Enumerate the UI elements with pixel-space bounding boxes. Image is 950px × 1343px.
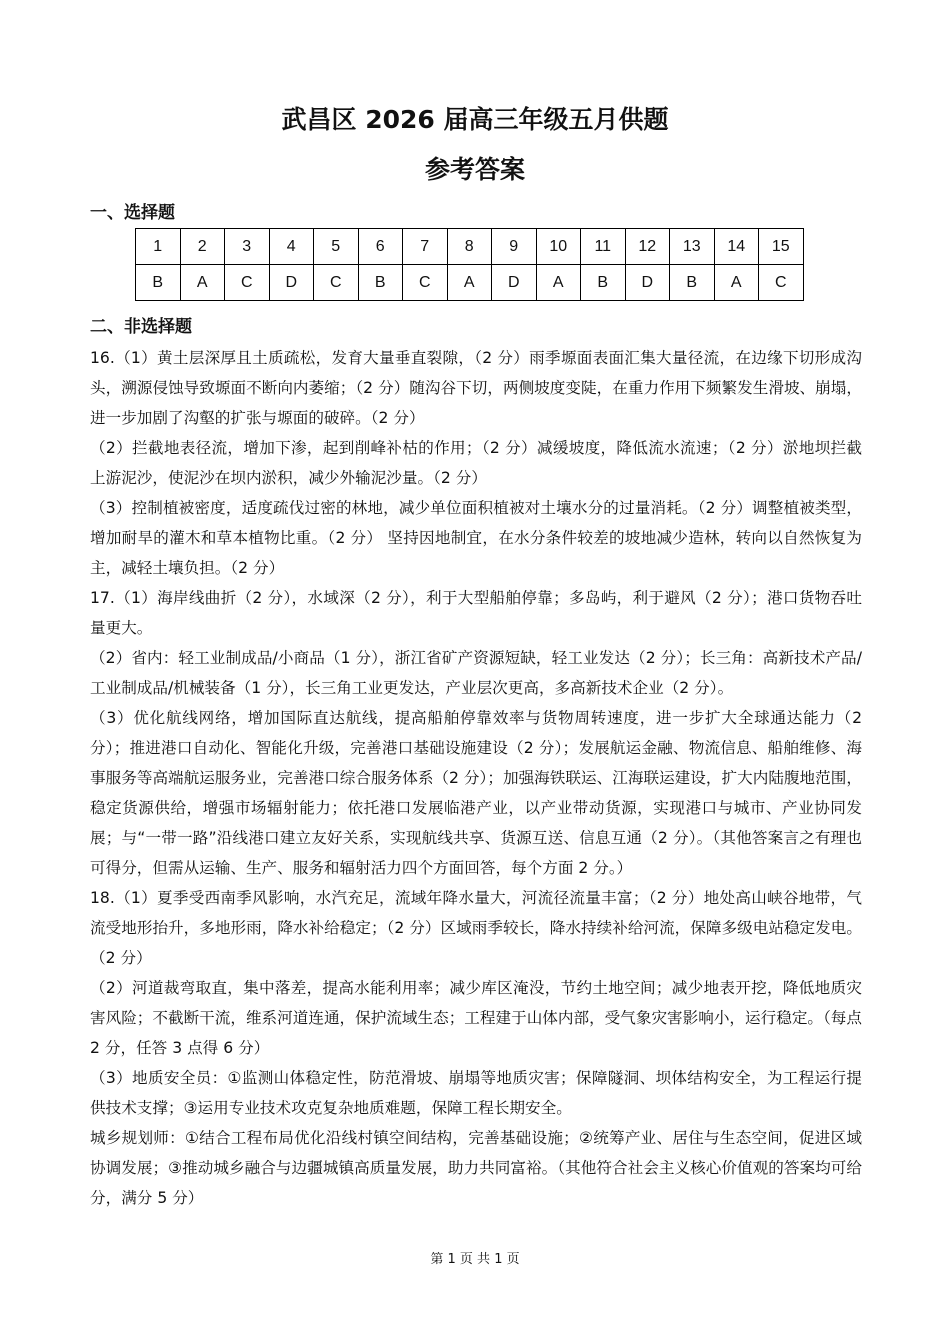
table-cell: B [136, 265, 181, 301]
page-title: 武昌区 2026 届高三年级五月供题 [281, 105, 669, 134]
table-cell: 4 [269, 229, 314, 265]
table-cell: A [447, 265, 492, 301]
section-heading-choice: 一、选择题 [90, 203, 175, 223]
answer-paragraph: （2）拦截地表径流，增加下渗，起到削峰补枯的作用；（2 分）减缓坡度，降低流水流速；（2 分）淤地坝拦截上游泥沙，使泥沙在坝内淤积，减少外输泥沙量。（2 分） [90, 439, 862, 487]
table-cell: B [581, 265, 626, 301]
answer-table-answer-row [136, 265, 804, 301]
table-cell: A [714, 265, 759, 301]
table-cell: D [269, 265, 314, 301]
page-footer: 第 1 页 共 1 页 [430, 1252, 520, 1267]
table-cell: 2 [180, 229, 225, 265]
table-cell: 10 [536, 229, 581, 265]
answer-content [90, 343, 862, 1213]
table-cell: C [759, 265, 804, 301]
table-cell: A [536, 265, 581, 301]
table-cell: 3 [225, 229, 270, 265]
answer-paragraph: （3）优化航线网络，增加国际直达航线，提高船舶停靠效率与货物周转速度，进一步扩大全球通达能力（2 分）；推进港口自动化、智能化升级，完善港口基础设施建设（2 分）；发展航运金融、物流信息、船舶维修、海事服务等高端航运服务业，完善港口综合服务体系（2 分）；加强海铁联运、江海联运建设，扩大内陆腹地范围，稳定货源供给，增强市场辐射能力；依托港口发展临港产业，以产业带动货源，实现港口与城市、产业协同发展；与“一带一路”沿线港口建立友好关系，实现航线共享、货源互送、信息互通（2 分）。（其他答案言之有理也可得分，但需从运输、生产、服务和辐射活力四个方面回答，每个方面 2 分。） [90, 709, 862, 877]
table-cell: D [625, 265, 670, 301]
table-cell: 12 [625, 229, 670, 265]
answer-paragraph: （3）地质安全员：①监测山体稳定性，防范滑坡、崩塌等地质灾害；保障隧洞、坝体结构安全，为工程运行提供技术支撑；③运用专业技术攻克复杂地质难题，保障工程长期安全。 [90, 1069, 862, 1117]
table-cell: C [314, 265, 359, 301]
page-subtitle: 参考答案 [424, 155, 525, 184]
answer-paragraph: （2）省内：轻工业制成品/小商品（1 分），浙江省矿产资源短缺，轻工业发达（2 分）；长三角：高新技术产品/工业制成品/机械装备（1 分），长三角工业更发达，产业层次更高，多高新技术企业（2 分）。 [90, 649, 862, 697]
table-cell: D [492, 265, 537, 301]
table-cell: 8 [447, 229, 492, 265]
answer-paragraph: 18.（1）夏季受西南季风影响，水汽充足，流域年降水量大，河流径流量丰富；（2 分）地处高山峡谷地带，气流受地形抬升，多地形雨，降水补给稳定；（2 分）区域雨季较长，降水持续补给河流，保障多级电站稳定发电。（2 分） [90, 889, 862, 967]
answer-table [135, 228, 804, 301]
answer-paragraph: 17.（1）海岸线曲折（2 分），水域深（2 分），利于大型船舶停靠；多岛屿，利于避风（2 分）；港口货物吞吐量更大。 [90, 589, 862, 637]
table-cell: A [180, 265, 225, 301]
table-cell: B [358, 265, 403, 301]
table-cell: B [670, 265, 715, 301]
answer-paragraph: （2）河道裁弯取直，集中落差，提高水能利用率；减少库区淹没，节约土地空间；减少地表开挖，降低地质灾害风险；不截断干流，维系河道连通，保护流域生态；工程建于山体内部，受气象灾害影响小，运行稳定。（每点 2 分，任答 3 点得 6 分） [90, 979, 862, 1057]
answer-table-number-row [136, 229, 804, 265]
table-cell: C [403, 265, 448, 301]
table-cell: 7 [403, 229, 448, 265]
table-cell: 5 [314, 229, 359, 265]
table-cell: 11 [581, 229, 626, 265]
table-cell: 13 [670, 229, 715, 265]
table-cell: 14 [714, 229, 759, 265]
section-heading-non-choice: 二、非选择题 [90, 317, 192, 337]
answer-paragraph: 16.（1）黄土层深厚且土质疏松，发育大量垂直裂隙，（2 分）雨季塬面表面汇集大量径流，在边缘下切形成沟头，溯源侵蚀导致塬面不断向内萎缩；（2 分）随沟谷下切，两侧坡度变陡，在重力作用下频繁发生滑坡、崩塌，进一步加剧了沟壑的扩张与塬面的破碎。（2 分） [90, 349, 862, 427]
table-cell: 1 [136, 229, 181, 265]
table-cell: 15 [759, 229, 804, 265]
table-cell: 9 [492, 229, 537, 265]
answer-paragraph: 城乡规划师：①结合工程布局优化沿线村镇空间结构，完善基础设施；②统筹产业、居住与生态空间，促进区域协调发展；③推动城乡融合与边疆城镇高质量发展，助力共同富裕。（其他符合社会主义核心价值观的答案均可给分，满分 5 分） [90, 1129, 862, 1207]
answer-paragraph: （3）控制植被密度，适度疏伐过密的林地，减少单位面积植被对土壤水分的过量消耗。（2 分）调整植被类型，增加耐旱的灌木和草本植物比重。（2 分） 坚持因地制宜，在水分条件较差的坡地减少造林，转向以自然恢复为主，减轻土壤负担。（2 分） [90, 499, 862, 577]
table-cell: C [225, 265, 270, 301]
table-cell: 6 [358, 229, 403, 265]
